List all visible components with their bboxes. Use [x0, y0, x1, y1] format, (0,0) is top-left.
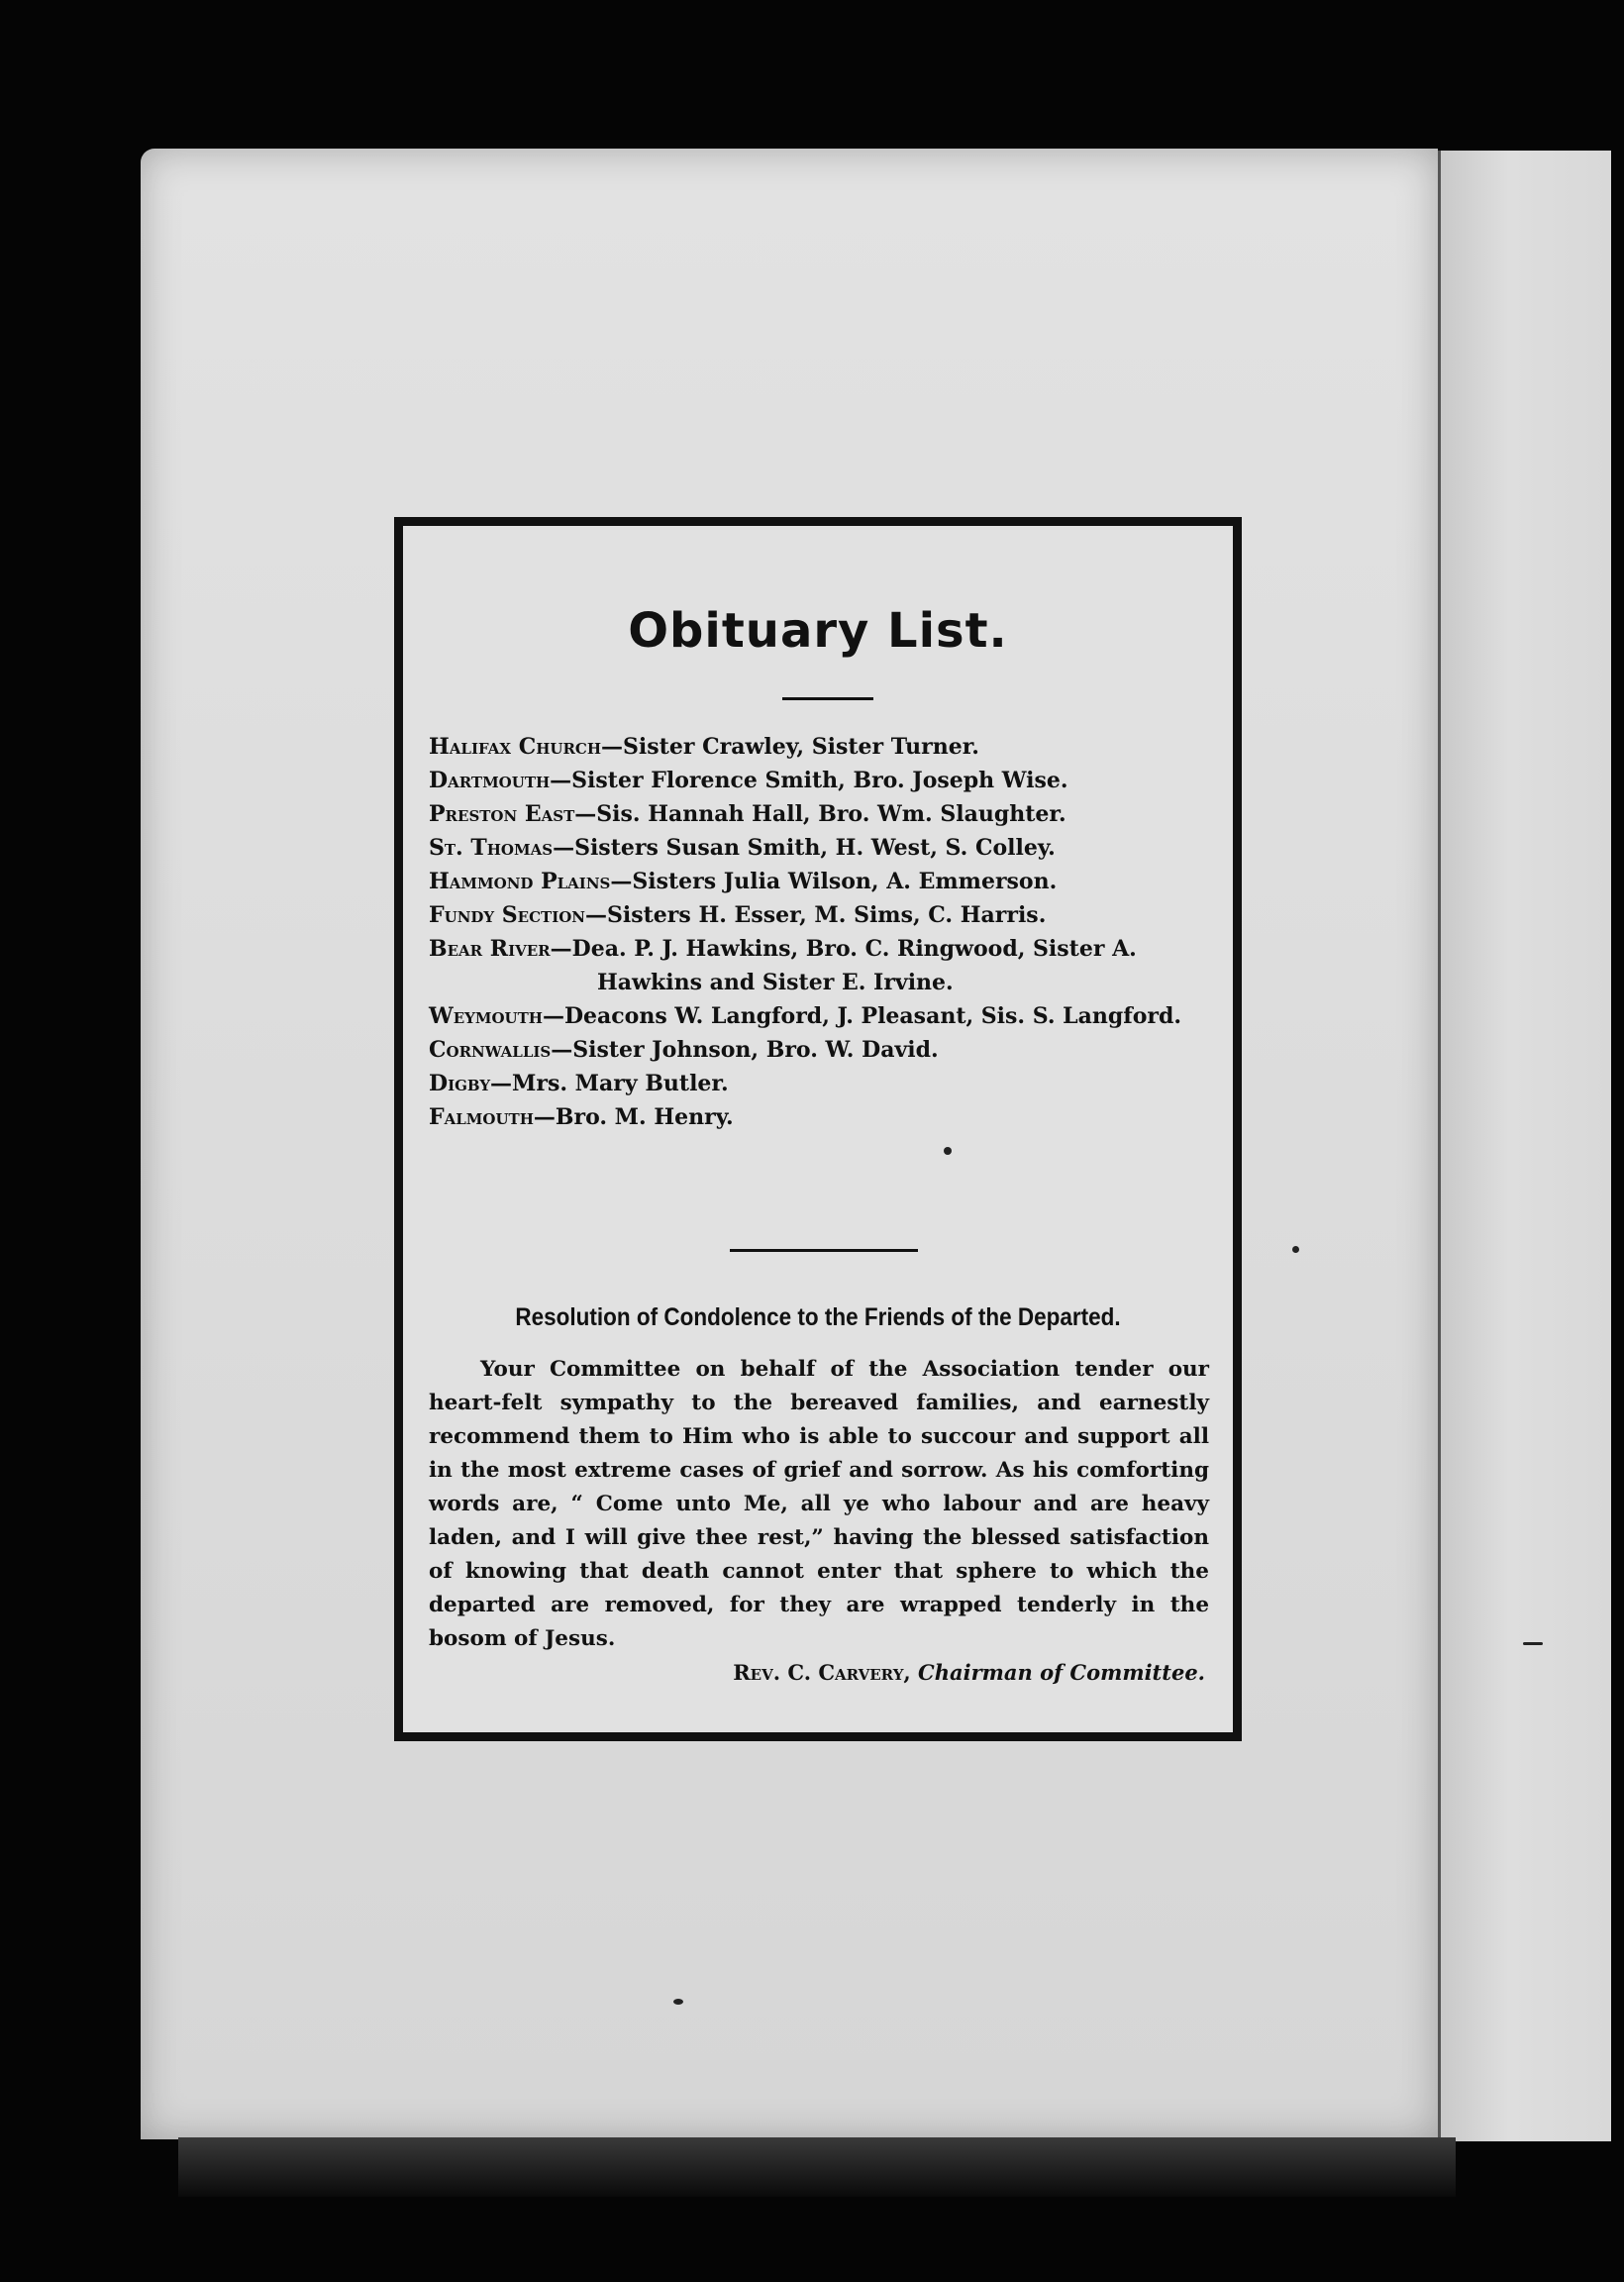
list-item: [429, 999, 1213, 1033]
resolution-heading: Resolution of Condolence to the Friends of the Departed.: [515, 1303, 1121, 1331]
deceased-names: —Sister Crawley, Sister Turner.: [601, 734, 979, 760]
title-divider: [782, 697, 873, 700]
deceased-names: —Dea. P. J. Hawkins, Bro. C. Ringwood, Sister A.: [550, 936, 1137, 962]
list-item: [429, 1100, 1213, 1134]
deceased-names: —Sister Johnson, Bro. W. David.: [551, 1037, 939, 1063]
ink-speck: [673, 1999, 683, 2005]
ink-speck: [1292, 1246, 1299, 1253]
list-item: [429, 764, 1213, 797]
signatory-name: Rev. C. Carvery,: [733, 1660, 911, 1685]
adjacent-page-edge: [1438, 151, 1611, 2141]
church-name: Weymouth: [429, 1003, 543, 1029]
section-divider: [730, 1249, 918, 1252]
deceased-names: —Sister Florence Smith, Bro. Joseph Wise.: [550, 768, 1068, 793]
church-name: Digby: [429, 1071, 491, 1096]
church-name: Halifax Church: [429, 734, 602, 760]
deceased-names: —Bro. M. Henry.: [533, 1104, 734, 1130]
church-name: Cornwallis: [429, 1037, 552, 1063]
signatory-role: Chairman of Committee.: [918, 1660, 1205, 1685]
church-name: Dartmouth: [429, 768, 551, 793]
list-item: [429, 730, 1213, 764]
ink-speck: [944, 1147, 952, 1155]
list-item: [429, 831, 1213, 865]
church-name: Preston East: [429, 801, 575, 827]
deceased-names: —Mrs. Mary Butler.: [490, 1071, 729, 1096]
list-item: [429, 932, 1213, 999]
deceased-names: —Sisters H. Esser, M. Sims, C. Harris.: [585, 902, 1047, 928]
church-name: Falmouth: [429, 1104, 534, 1130]
deceased-names: —Deacons W. Langford, J. Pleasant, Sis. S. Langford.: [542, 1003, 1182, 1029]
list-item: [429, 797, 1213, 831]
deceased-names: —Sisters Julia Wilson, A. Emmerson.: [610, 869, 1058, 894]
church-name: Bear River: [429, 936, 551, 962]
deceased-names: —Sisters Susan Smith, H. West, S. Colley.: [553, 835, 1056, 861]
resolution-paragraph: Your Committee on behalf of the Association tender our heart-felt sympathy to the bereaved families, and earnestly recommend them to Him who is able to succour and support all in the most extreme cases of grief and sorrow. As his comforting words are, “ Come unto Me, all ye who labour and are heavy laden, and I will give thee rest,” having the blessed satisfaction of knowing that death cannot enter that sphere to which the departed are removed, for they are wrapped tenderly in the bosom of Jesus.: [429, 1357, 1209, 1651]
obituary-list: [429, 730, 1213, 1134]
ink-speck: [1523, 1642, 1543, 1645]
list-item: [429, 1067, 1213, 1100]
deceased-names-continued: Hawkins and Sister E. Irvine.: [597, 970, 954, 995]
page-bottom-shadow: [178, 2137, 1456, 2197]
church-name: St. Thomas: [429, 835, 554, 861]
list-item: [429, 865, 1213, 898]
page-title: Obituary List.: [628, 603, 1008, 659]
obituary-frame: [394, 517, 1242, 1741]
signature-line: [733, 1660, 1205, 1685]
church-name: Hammond Plains: [429, 869, 611, 894]
page-fold: [1438, 151, 1441, 2141]
church-name: Fundy Section: [429, 902, 586, 928]
list-item: [429, 898, 1213, 932]
deceased-names: —Sis. Hannah Hall, Bro. Wm. Slaughter.: [574, 801, 1066, 827]
list-item: [429, 1033, 1213, 1067]
